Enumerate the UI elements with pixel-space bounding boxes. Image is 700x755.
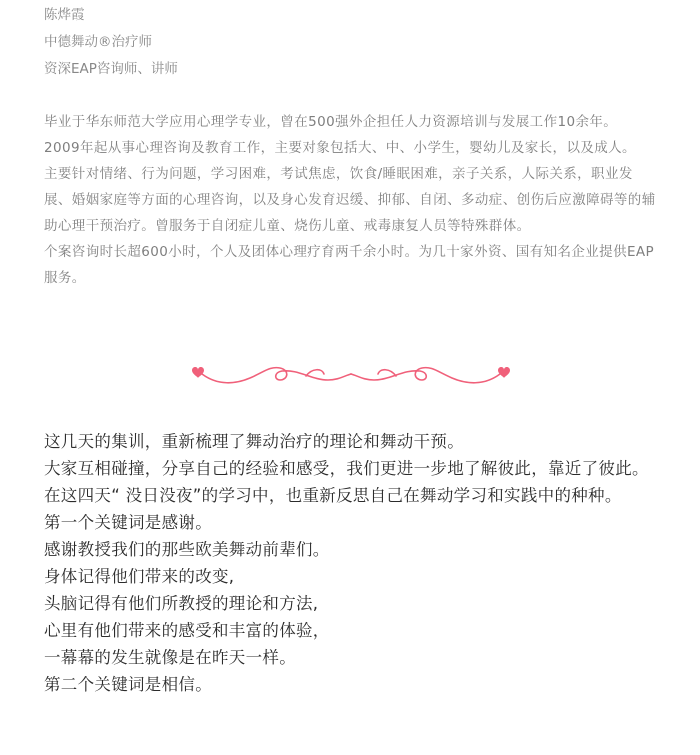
bio-paragraph-career: 2009年起从事心理咨询及教育工作，主要对象包括大、中、小学生，婴幼儿及家长，以及成人。: [44, 140, 636, 156]
article-line: 在这四天“ 没日没夜”的学习中，也重新反思自己在舞动学习和实践中的种种。: [44, 486, 622, 505]
article-line: 头脑记得有他们所教授的理论和方法,: [44, 594, 319, 613]
author-title-eap: 资深EAP咨询师、讲师: [44, 61, 178, 77]
article-body: [44, 428, 670, 698]
author-title-dance-therapist: 中德舞动®治疗师: [44, 34, 152, 50]
article-line: 身体记得他们带来的改变,: [44, 567, 235, 586]
bio-paragraph-specialties: 主要针对情绪、行为问题，学习困难，考试焦虑，饮食/睡眠困难，亲子关系，人际关系，职业发展、婚姻家庭等方面的心理咨询，以及身心发育迟缓、抑郁、自闭、多动症、创伤后应激障碍等的辅助心理干预治疗。曾服务于自闭症儿童、烧伤儿童、戒毒康复人员等特殊群体。: [44, 166, 656, 234]
article-line: 大家互相碰撞，分享自己的经验和感受，我们更进一步地了解彼此，靠近了彼此。: [44, 459, 649, 478]
article-line: 一幕幕的发生就像是在昨天一样。: [44, 648, 296, 667]
author-profile: [44, 2, 684, 83]
article-line: 这几天的集训，重新梳理了舞动治疗的理论和舞动干预。: [44, 432, 464, 451]
article-line: 感谢教授我们的那些欧美舞动前辈们。: [44, 540, 330, 559]
article-line: 第一个关键词是感谢。: [44, 513, 212, 532]
bio-paragraph-education: 毕业于华东师范大学应用心理学专业，曾在500强外企担任人力资源培训与发展工作10余年。: [44, 114, 618, 130]
article-line: 心里有他们带来的感受和丰富的体验，: [44, 621, 330, 640]
author-name: 陈烨霞: [44, 7, 85, 23]
heart-swirl-divider-icon: [188, 358, 514, 388]
article-line: 第二个关键词是相信。: [44, 675, 212, 694]
author-bio: [44, 109, 656, 291]
bio-paragraph-experience: 个案咨询时长超600小时，个人及团体心理疗育两千余小时。为几十家外资、国有知名企业提供EAP服务。: [44, 244, 655, 286]
